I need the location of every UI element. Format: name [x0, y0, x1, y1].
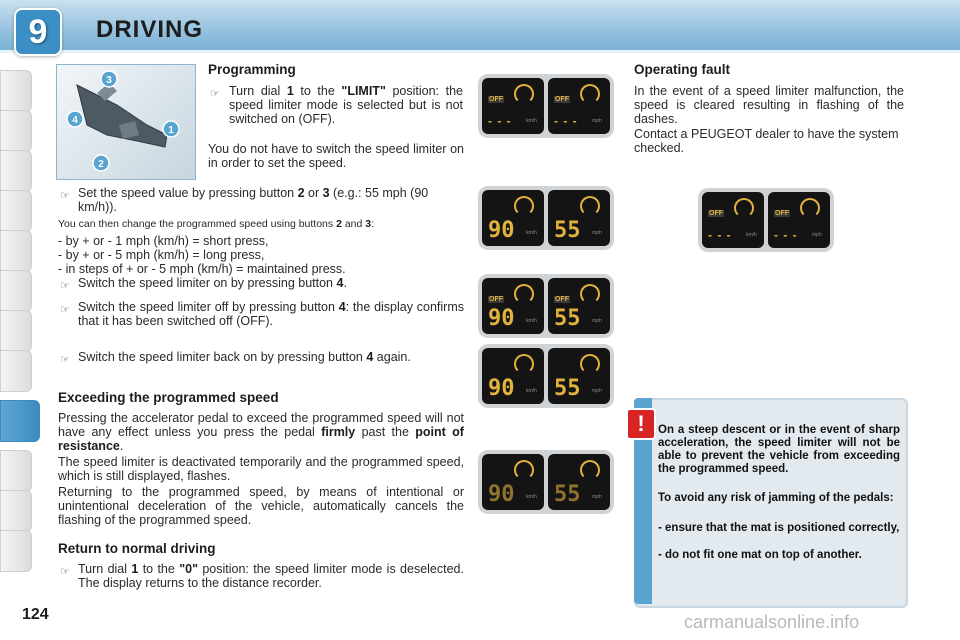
speed-value: 55: [554, 376, 581, 401]
warning-paragraph-1: On a steep descent or in the event of sharp acceleration, the speed limiter will not be able to prevent the vehicle from exceeding the programmed speed.: [658, 424, 900, 475]
bullet-icon: ☞: [60, 280, 70, 292]
unit-label: km/h: [526, 318, 537, 324]
chapter-tab[interactable]: [0, 310, 32, 352]
exceeding-paragraph-1: Pressing the accelerator pedal to exceed the programmed speed will not have any effect unless you press the pedal firmly past the point of resistance.: [58, 411, 464, 453]
bullet-icon: ☞: [210, 88, 220, 100]
change-step-short: - by + or - 1 mph (km/h) = short press,: [58, 234, 269, 248]
exceeding-paragraph-3: Returning to the programmed speed, by means of intentional or unintentional deceleration of the vehicle, automatically cancels the flashing of the programmed speed.: [58, 485, 464, 527]
speedometer-icon: [580, 354, 600, 374]
speedometer-icon: [580, 460, 600, 480]
bullet-icon: ☞: [60, 566, 70, 578]
off-indicator: OFF: [489, 96, 503, 103]
chapter-tab[interactable]: [0, 270, 32, 312]
switch-off-step: Switch the speed limiter off by pressing button 4: the display confirms that it has been switched off (OFF).: [78, 300, 464, 328]
bullet-icon: ☞: [60, 304, 70, 316]
switch-on-step: Switch the speed limiter on by pressing button 4.: [78, 276, 347, 290]
speed-dashes: - - -: [488, 114, 512, 128]
unit-label: km/h: [526, 118, 537, 124]
display-limit-off: [478, 74, 614, 138]
fault-paragraph-1: In the event of a speed limiter malfunction, the speed is cleared resulting in flashing of the dashes.: [634, 84, 904, 126]
off-indicator: OFF: [555, 96, 569, 103]
unit-label: mph: [592, 494, 602, 500]
change-step-long: - by + or - 5 mph (km/h) = long press,: [58, 248, 265, 262]
off-indicator: OFF: [555, 296, 569, 303]
unit-label: mph: [592, 230, 602, 236]
warning-paragraph-2: To avoid any risk of jamming of the pedals:: [658, 492, 894, 504]
chapter-tab[interactable]: [0, 490, 32, 532]
exceeding-paragraph-2: The speed limiter is deactivated temporarily and the programmed speed, which is still displayed, flashes.: [58, 455, 464, 483]
chapter-tab[interactable]: [0, 350, 32, 392]
change-speed-note: You can then change the programmed speed using buttons 2 and 3:: [58, 218, 375, 230]
callout-3: 3: [106, 75, 112, 86]
chapter-tab[interactable]: [0, 530, 32, 572]
speed-value: 55: [554, 482, 581, 507]
chapter-tab[interactable]: [0, 450, 32, 492]
unit-label: mph: [812, 232, 822, 238]
speedometer-icon: [514, 460, 534, 480]
speedometer-icon: [514, 84, 534, 104]
chapter-tab-active[interactable]: [0, 400, 40, 442]
chapter-tab[interactable]: [0, 70, 32, 112]
set-speed-step: Set the speed value by pressing button 2 or 3 (e.g.: 55 mph (90 km/h)).: [78, 186, 429, 214]
warning-item-2: - do not fit one mat on top of another.: [658, 549, 862, 561]
chapter-number: 9: [28, 13, 48, 51]
bullet-icon: ☞: [60, 190, 70, 202]
display-flashing-speed: [478, 450, 614, 514]
display-set-speed: [478, 186, 614, 250]
speedometer-icon: [800, 198, 820, 218]
speedometer-icon: [514, 284, 534, 304]
programming-step-dial: Turn dial 1 to the "LIMIT" position: the speed limiter mode is selected but is not switched on (OFF).: [229, 84, 463, 126]
warning-item-1: - ensure that the mat is positioned correctly,: [658, 522, 900, 534]
speedometer-icon: [514, 354, 534, 374]
chapter-tab[interactable]: [0, 190, 32, 232]
speed-value: 55: [554, 306, 581, 331]
exceeding-heading: Exceeding the programmed speed: [58, 390, 279, 405]
off-indicator: OFF: [709, 210, 723, 217]
unit-label: mph: [592, 388, 602, 394]
speedometer-icon: [514, 196, 534, 216]
callout-1: 1: [168, 125, 174, 136]
callout-4: 4: [72, 115, 78, 126]
speedometer-icon: [580, 284, 600, 304]
programming-heading: Programming: [208, 62, 296, 77]
return-step: Turn dial 1 to the "0" position: the speed limiter mode is deselected. The display returns to the distance recorder.: [78, 562, 464, 590]
change-step-maintained: - in steps of + or - 5 mph (km/h) = maintained press.: [58, 262, 346, 276]
unit-label: km/h: [526, 494, 537, 500]
unit-label: mph: [592, 118, 602, 124]
return-heading: Return to normal driving: [58, 541, 216, 556]
speed-dashes: - - -: [774, 228, 798, 242]
header-divider: [0, 50, 960, 53]
speedometer-icon: [734, 198, 754, 218]
fault-paragraph-2: Contact a PEUGEOT dealer to have the system checked.: [634, 127, 899, 155]
display-switched-off: [478, 274, 614, 338]
off-indicator: OFF: [775, 210, 789, 217]
speed-value: 90: [488, 218, 515, 243]
speed-value: 90: [488, 482, 515, 507]
speed-value: 90: [488, 376, 515, 401]
speed-dashes: - - -: [554, 114, 578, 128]
unit-label: km/h: [526, 230, 537, 236]
unit-label: km/h: [746, 232, 757, 238]
speedometer-icon: [580, 196, 600, 216]
speed-value: 55: [554, 218, 581, 243]
speed-dashes: - - -: [708, 228, 732, 242]
stalk-control-illustration: [56, 64, 196, 180]
speed-value: 90: [488, 306, 515, 331]
off-indicator: OFF: [489, 296, 503, 303]
chapter-tab[interactable]: [0, 150, 32, 192]
display-switched-on: [478, 344, 614, 408]
programming-note: You do not have to switch the speed limiter on in order to set the speed.: [208, 142, 464, 170]
watermark: carmanualsonline.info: [684, 612, 860, 632]
speedometer-icon: [580, 84, 600, 104]
chapter-tab[interactable]: [0, 230, 32, 272]
stalk-drawing: [57, 65, 195, 179]
switch-back-on-step: Switch the speed limiter back on by pressing button 4 again.: [78, 350, 411, 364]
fault-heading: Operating fault: [634, 62, 731, 77]
page-number: 124: [22, 606, 49, 623]
page-title: DRIVING: [96, 16, 204, 43]
warning-icon: !: [626, 408, 656, 440]
unit-label: km/h: [526, 388, 537, 394]
unit-label: mph: [592, 318, 602, 324]
callout-2: 2: [98, 159, 104, 170]
chapter-tabs: [0, 70, 34, 580]
display-fault: [698, 188, 834, 252]
chapter-tab[interactable]: [0, 110, 32, 152]
bullet-icon: ☞: [60, 354, 70, 366]
